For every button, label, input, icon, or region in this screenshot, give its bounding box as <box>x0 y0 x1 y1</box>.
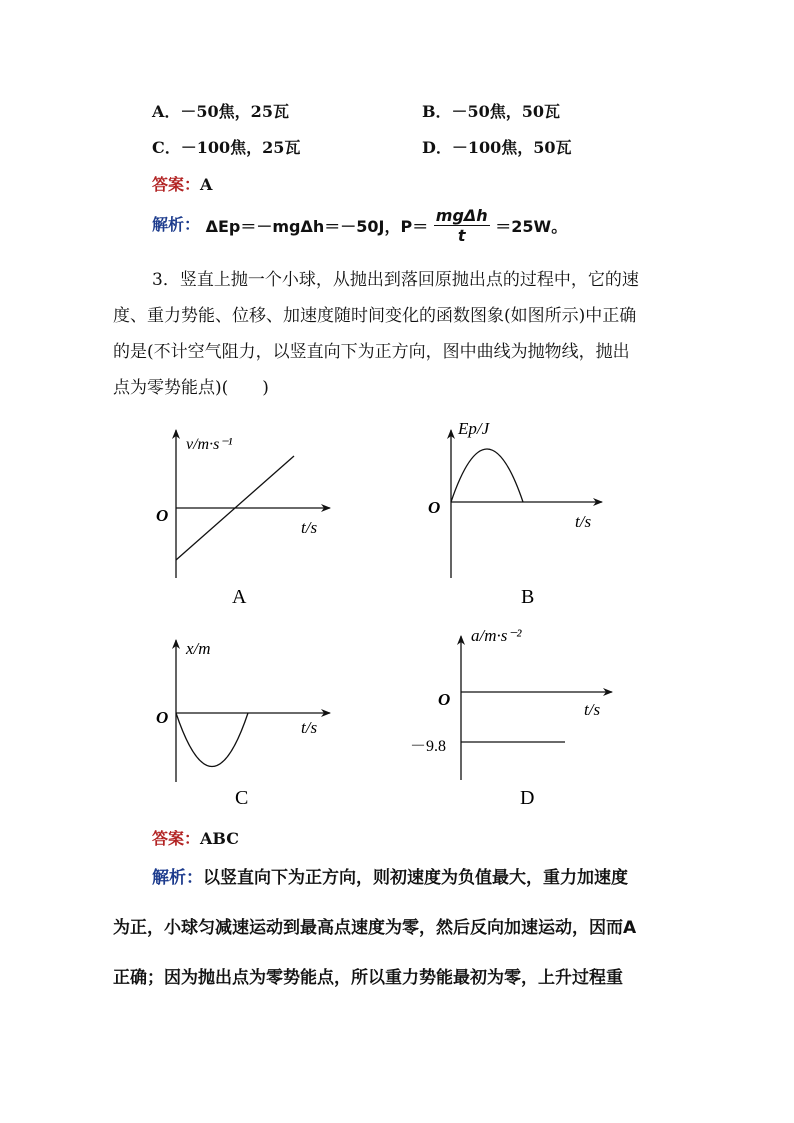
graph-d-caption: D <box>520 787 535 809</box>
fraction-numerator: mgΔh <box>435 206 488 225</box>
q3-answer-label: 答案： <box>152 829 201 848</box>
analysis-label: 解析： <box>152 215 201 234</box>
q3-analysis-line-1 <box>152 853 628 903</box>
q3-analysis-label: 解析： <box>152 868 203 888</box>
q3-answer-line <box>152 826 239 849</box>
graph-c-xlabel: t/s <box>301 718 318 737</box>
q3-line-1: 3．竖直上抛一个小球，从抛出到落回原抛出点的过程中，它的速 <box>152 270 639 290</box>
graph-d-value-label: －9.8 <box>410 738 447 755</box>
fraction-denominator: t <box>457 226 466 245</box>
graph-a-caption: A <box>232 586 247 608</box>
graph-c-displacement-curve <box>176 713 248 767</box>
graph-b-caption: B <box>521 586 535 608</box>
graph-b-ylabel: Ep/J <box>458 419 490 438</box>
graph-d-origin: O <box>438 690 451 709</box>
q3-analysis-text-1: 以竖直向下为正方向，则初速度为负值最大，重力加速度 <box>203 868 628 888</box>
graph-b-energy-curve <box>451 449 523 502</box>
graph-a-ylabel: v/m·s⁻¹ <box>186 436 233 453</box>
graph-c-caption: C <box>235 787 249 809</box>
answer-value: A <box>200 175 213 194</box>
graph-a-xlabel: t/s <box>301 518 318 537</box>
q3-line-2: 度、重力势能、位移、加速度随时间变化的函数图象(如图所示)中正确 <box>113 306 637 326</box>
graph-b-origin: O <box>428 498 441 517</box>
graph-c-origin: O <box>156 708 169 727</box>
option-a: A．－50焦，25瓦 <box>152 102 289 121</box>
q3-answer-value: ABC <box>200 829 239 848</box>
q3-line-4: 点为零势能点)( ) <box>113 378 269 398</box>
graph-b <box>428 419 602 608</box>
option-d: D．－100焦，50瓦 <box>422 138 572 157</box>
q3-analysis-line-3: 正确；因为抛出点为零势能点，所以重力势能最初为零，上升过程重 <box>113 968 623 988</box>
graph-b-xlabel: t/s <box>575 512 592 531</box>
graph-c <box>156 639 330 809</box>
q3-analysis-line-2: 为正，小球匀减速运动到最高点速度为零，然后反向加速运动，因而A <box>113 918 637 938</box>
formula-part1: ΔEp＝－mgΔh＝－50J，P＝ <box>205 217 429 236</box>
option-b: B．－50焦，50瓦 <box>422 102 561 121</box>
graph-c-ylabel: x/m <box>186 639 211 658</box>
option-c: C．－100焦，25瓦 <box>152 138 301 157</box>
graph-a <box>156 430 330 608</box>
q3-line-3: 的是(不计空气阻力，以竖直向下为正方向，图中曲线为抛物线，抛出 <box>113 342 630 362</box>
answer-label: 答案： <box>152 175 201 194</box>
graph-d-ylabel: a/m·s⁻² <box>471 626 522 645</box>
graph-a-origin: O <box>156 506 169 525</box>
formula-part2: ＝25W。 <box>495 217 568 236</box>
graph-d <box>410 626 612 809</box>
graph-d-xlabel: t/s <box>584 700 601 719</box>
